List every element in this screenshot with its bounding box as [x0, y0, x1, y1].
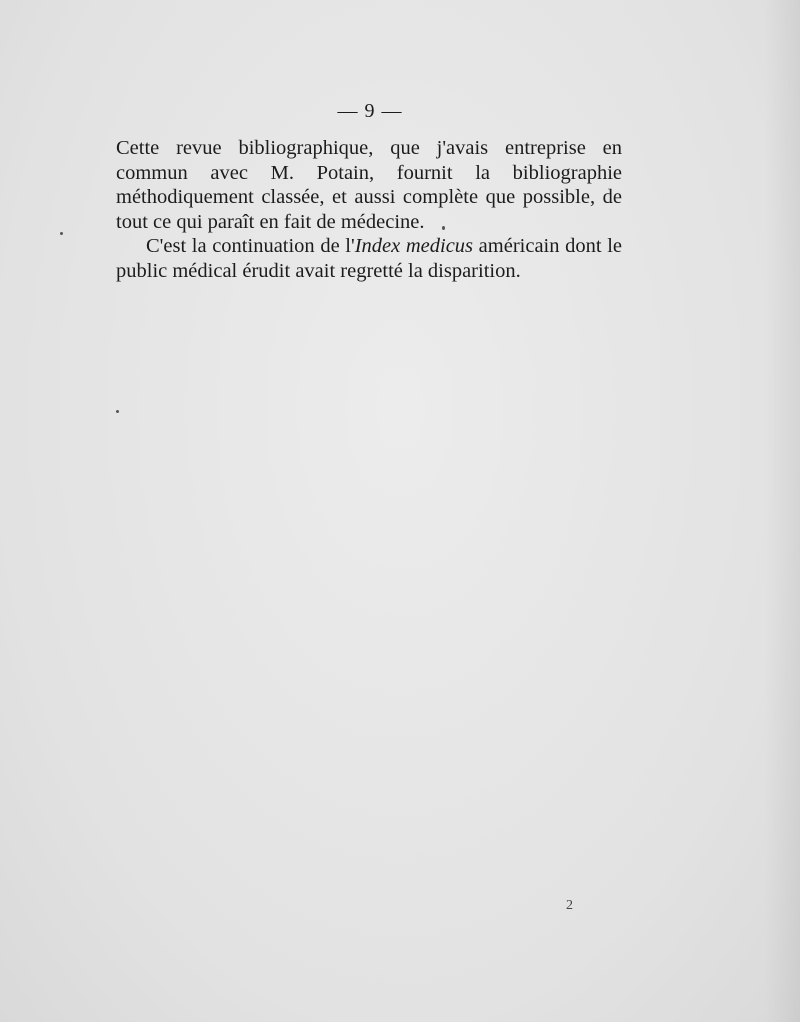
paragraph-1: Cette revue bibliographique, que j'avais entreprise en commun avec M. Potain, fournit la bibliographie méthodiquement classée, et aussi complète que possible, de tout ce qui paraît en fait de médecine. [116, 137, 622, 233]
body-text [116, 136, 622, 283]
index-medicus-title: Index medicus [354, 235, 474, 257]
paragraph-2-start: C'est la continuation de l' [146, 235, 355, 257]
page-number: — 9 — [337, 100, 403, 122]
signature-mark: 2 [566, 898, 573, 913]
paragraph-2 [116, 234, 622, 283]
paper-speck [442, 226, 445, 230]
page-edge-shadow [764, 0, 800, 1022]
paper-speck [116, 410, 119, 413]
paragraph-2-end: américain dont le public médical érudit avait regretté la disparition. [116, 235, 622, 282]
paper-speck [60, 232, 63, 235]
